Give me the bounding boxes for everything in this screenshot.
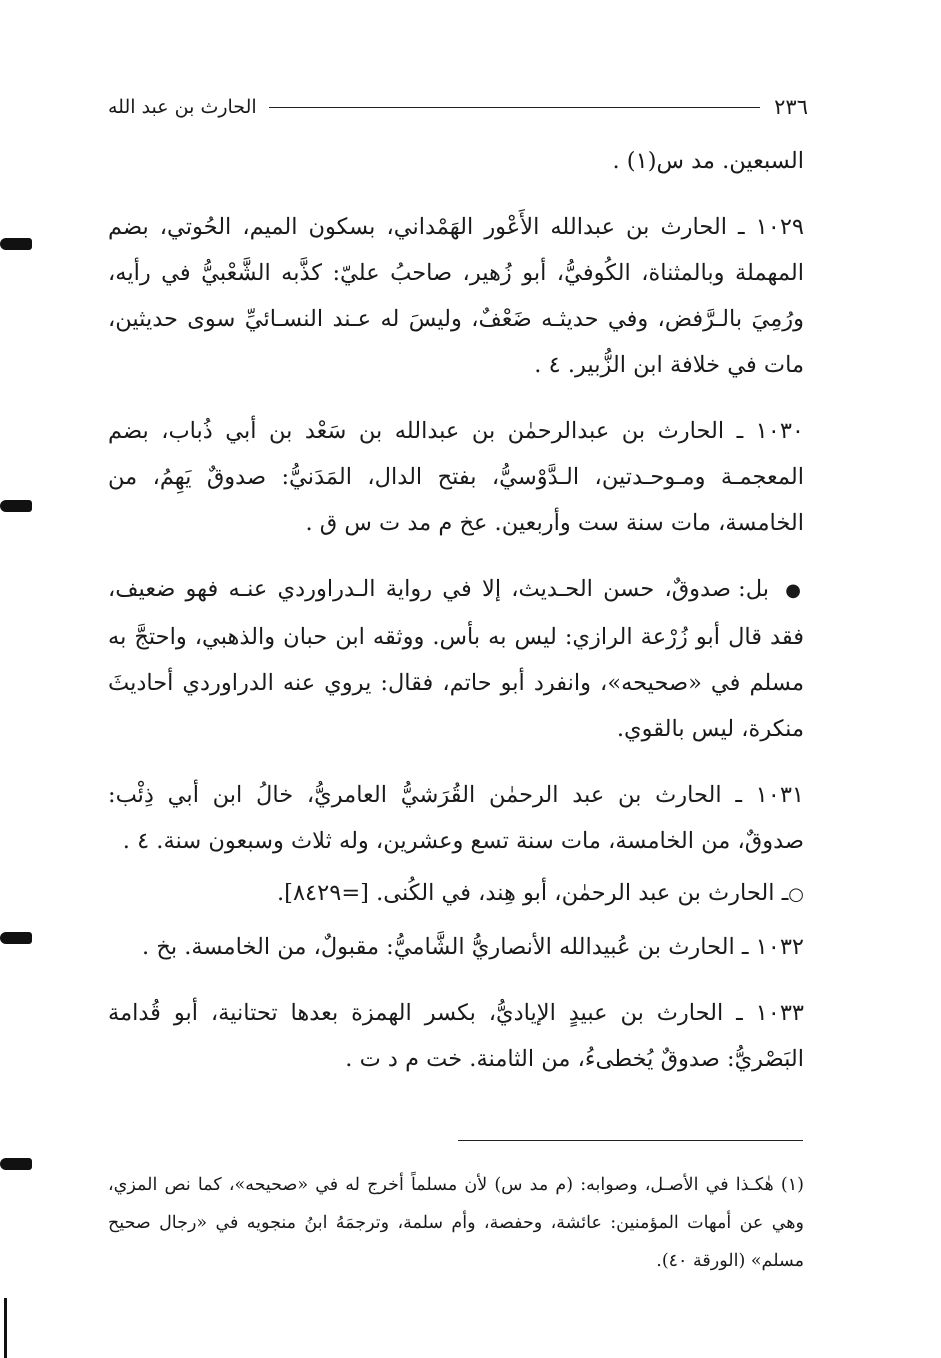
main-text bbox=[108, 138, 804, 1082]
paragraph-continuation: السبعين. مد س(١) . bbox=[612, 148, 804, 174]
scan-edge-line bbox=[4, 1298, 7, 1358]
circle-icon: ○ bbox=[788, 884, 804, 905]
footnote-rule bbox=[458, 1140, 803, 1141]
scan-edge-mark bbox=[0, 500, 32, 512]
entry-1032: ١٠٣٢ ـ الحارث بن عُبيدالله الأنصاريُّ الشَّاميُّ: مقبولٌ، من الخامسة. بخ . bbox=[142, 934, 804, 960]
entry-1029: ١٠٢٩ ـ الحارث بن عبدالله الأَعْور الهَمْداني، بسكون الميم، الحُوتي، بضم المهملة وبالمثناة، الكُوفيُّ، أبو زُهير، صاحبُ عليّ: كذَّبه الشَّعْبيُّ في رأيه، ورُمِيَ بالـرَّفض، وفي حديثـه ضَعْفٌ، وليسَ له عـند النسـائيِّ سوى حديثين، مات في خلافة ابن الزُّبير. ٤ . bbox=[108, 214, 804, 378]
entry-1031: ١٠٣١ ـ الحارث بن عبد الرحمٰن القُرَشيُّ العامريُّ، خالُ ابن أبي ذِئْب: صدوقٌ، من الخامسة، مات سنة تسع وعشرين، وله ثلاث وسبعون سنة. ٤ . bbox=[108, 782, 804, 854]
page-number: ٢٣٦ bbox=[774, 95, 808, 119]
entry-1033: ١٠٣٣ ـ الحارث بن عبيدٍ الإياديُّ، بكسر الهمزة بعدها تحتانية، أبو قُدامة البَصْريُّ: صدوقٌ يُخطىءُ، من الثامنة. خت م د ت . bbox=[108, 1000, 804, 1072]
running-title: الحارث بن عبد الله bbox=[108, 96, 257, 118]
entry-1030: ١٠٣٠ ـ الحارث بن عبدالرحمٰن بن عبدالله بن سَعْد بن أبي ذُباب، بضم المعجمـة ومـوحـدتين، الـدَّوْسيُّ، بفتح الدال، المَدَنيُّ: صدوقٌ يَهِمُ، من الخامسة، مات سنة ست وأربعين. عخ م مد ت س ق . bbox=[108, 418, 804, 536]
header-rule bbox=[269, 107, 761, 108]
cross-reference bbox=[108, 870, 804, 918]
cross-reference-text: ـ الحارث بن عبد الرحمٰن، أبو هِند، في الكُنى. [=٨٤٢٩]. bbox=[277, 880, 789, 906]
footnote: (١) هٰكـذا في الأصـل، وصوابه: (م مد س) لأن مسلماً أخرج له في «صحيحه»، كما نص المزي، وهي عن أمهات المؤمنين: عائشة، وحفصة، وأم سلمة، وترجمَهُ ابنُ منجويه في «رجال صحيح مسلم» (الورقة ٤٠). bbox=[108, 1175, 804, 1271]
commentary-text: بل: صدوقٌ، حسن الحـديث، إلا في رواية الـدراوردي عنـه فهو ضعيف، فقد قال أبو زُرْعة الرازي: ليس به بأس. ووثقه ابن حبان والذهبي، واحتجَّ به مسلم في «صحيحه»، وانفرد أبو حاتم، فقال: يروي عنه الدراوردي أحاديثَ منكرة، ليس بالقوي. bbox=[108, 576, 804, 742]
running-header bbox=[108, 92, 808, 122]
commentary-paragraph bbox=[108, 566, 804, 752]
scan-edge-mark bbox=[0, 932, 32, 944]
scan-edge-mark bbox=[0, 238, 32, 250]
scan-edge-mark bbox=[0, 1158, 32, 1170]
bullet-icon: ● bbox=[785, 580, 804, 601]
